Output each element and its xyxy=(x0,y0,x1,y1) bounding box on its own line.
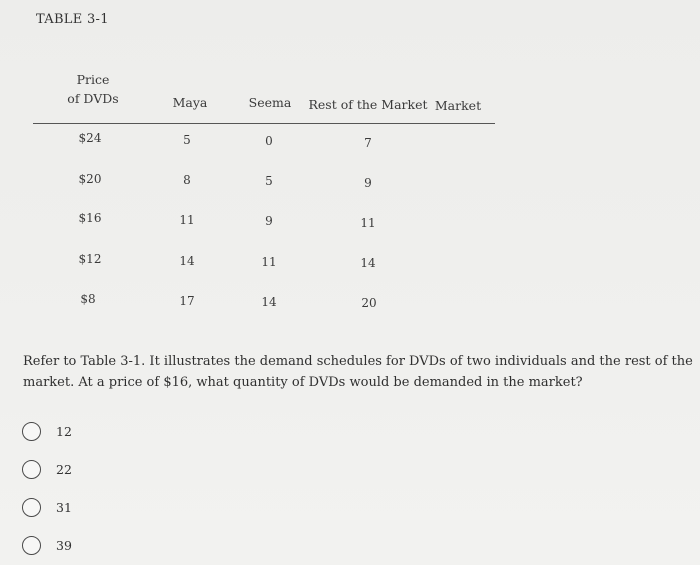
option-label: 39 xyxy=(56,537,72,553)
radio-circle-icon[interactable] xyxy=(22,460,41,479)
cell-price: $12 xyxy=(78,252,102,266)
cell-price: $20 xyxy=(78,172,102,186)
radio-circle-icon[interactable] xyxy=(22,536,41,555)
question-text: Refer to Table 3-1. It illustrates the demand schedules for DVDs of two individuals and the rest of the market. At a price of $16, what quantity of DVDs would be demanded in the market? xyxy=(23,354,693,390)
cell-rest: 14 xyxy=(360,256,376,270)
radio-circle-icon[interactable] xyxy=(22,498,41,517)
header-seema: Seema xyxy=(248,95,292,110)
cell-maya: 8 xyxy=(183,173,191,187)
option-31[interactable] xyxy=(22,496,72,518)
radio-circle-icon[interactable] xyxy=(22,422,41,441)
header-maya: Maya xyxy=(172,95,208,110)
header-price xyxy=(58,70,128,108)
cell-price: $8 xyxy=(80,292,96,306)
option-label: 12 xyxy=(56,423,72,439)
cell-maya: 17 xyxy=(179,294,195,308)
option-label: 22 xyxy=(56,461,72,477)
header-rest-of-market: Rest of the Market xyxy=(308,97,428,112)
cell-maya: 5 xyxy=(183,133,191,147)
cell-rest: 9 xyxy=(364,176,372,190)
cell-rest: 20 xyxy=(361,296,377,310)
table-header-rule xyxy=(33,123,495,124)
cell-maya: 11 xyxy=(179,213,195,227)
header-price-line1: Price xyxy=(76,72,110,87)
cell-seema: 11 xyxy=(261,255,277,269)
cell-rest: 7 xyxy=(364,136,372,150)
option-label: 31 xyxy=(56,499,72,515)
cell-seema: 5 xyxy=(265,174,273,188)
cell-seema: 9 xyxy=(265,214,273,228)
cell-price: $16 xyxy=(78,211,102,225)
cell-maya: 14 xyxy=(179,254,195,268)
header-market: Market xyxy=(434,98,482,113)
table-title: TABLE 3-1 xyxy=(36,12,109,27)
option-12[interactable] xyxy=(22,420,72,442)
option-22[interactable] xyxy=(22,458,72,480)
cell-seema: 14 xyxy=(261,295,277,309)
header-price-line2: of DVDs xyxy=(67,91,119,106)
cell-price: $24 xyxy=(78,131,102,145)
cell-rest: 11 xyxy=(360,216,376,230)
option-39[interactable] xyxy=(22,534,72,556)
cell-seema: 0 xyxy=(265,134,273,148)
